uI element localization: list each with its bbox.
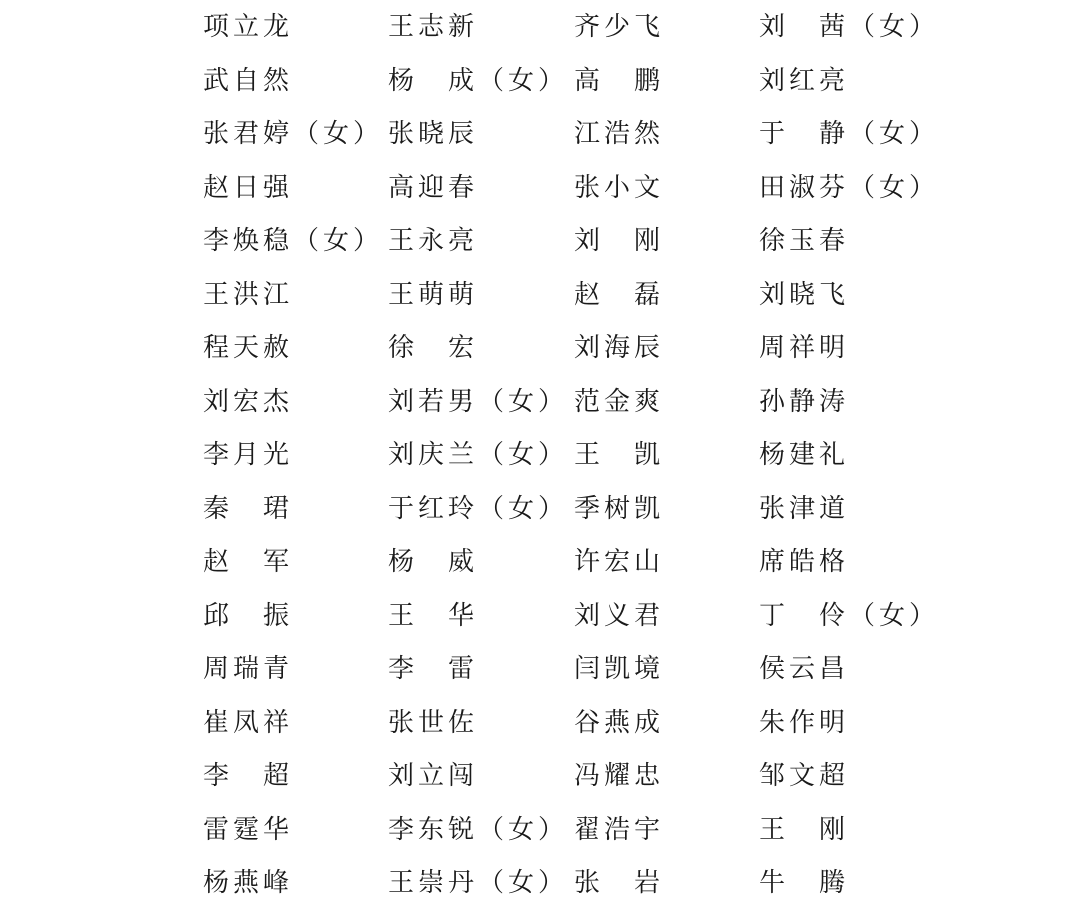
name-cell: 周祥明 [759,333,850,363]
name-cell: 张世佐 [388,708,479,738]
name-cell: 王 凯 [574,440,665,470]
name-cell: 席皓格 [759,547,850,577]
name-cell: 孙静涛 [759,387,850,417]
name-cell: 张小文 [574,173,665,203]
name-cell: 谷燕成 [574,708,665,738]
name-row [0,749,1080,803]
name-cell: 项立龙 [203,12,294,42]
name-cell: 刘宏杰 [203,387,294,417]
name-cell: 赵日强 [203,173,294,203]
name-cell: 杨 成（女） [388,66,569,96]
name-row [0,589,1080,643]
name-cell: 冯耀忠 [574,761,665,791]
name-cell: 王志新 [388,12,479,42]
name-cell: 田淑芬（女） [759,173,940,203]
name-cell: 刘立闯 [388,761,479,791]
name-cell: 齐少飞 [574,12,665,42]
name-row [0,803,1080,857]
name-row [0,0,1080,54]
name-cell: 武自然 [203,66,294,96]
name-cell: 闫凯境 [574,654,665,684]
name-cell: 雷霆华 [203,815,294,845]
name-row [0,856,1080,910]
name-cell: 徐 宏 [388,333,479,363]
name-cell: 牛 腾 [759,868,850,898]
name-row [0,642,1080,696]
name-cell: 张君婷（女） [203,119,384,149]
name-cell: 刘若男（女） [388,387,569,417]
name-cell: 刘晓飞 [759,280,850,310]
name-cell: 范金爽 [574,387,665,417]
name-cell: 高迎春 [388,173,479,203]
name-row [0,268,1080,322]
name-cell: 刘海辰 [574,333,665,363]
name-cell: 张晓辰 [388,119,479,149]
name-row [0,54,1080,108]
name-cell: 刘义君 [574,601,665,631]
name-cell: 高 鹏 [574,66,665,96]
name-cell: 刘 茜（女） [759,12,940,42]
name-row [0,214,1080,268]
name-cell: 侯云昌 [759,654,850,684]
name-cell: 王 刚 [759,815,850,845]
name-cell: 徐玉春 [759,226,850,256]
name-cell: 程天赦 [203,333,294,363]
name-cell: 杨 威 [388,547,479,577]
name-cell: 王永亮 [388,226,479,256]
name-cell: 刘庆兰（女） [388,440,569,470]
name-row [0,535,1080,589]
name-cell: 王崇丹（女） [388,868,569,898]
name-cell: 季树凯 [574,494,665,524]
name-cell: 李月光 [203,440,294,470]
name-cell: 李 雷 [388,654,479,684]
name-cell: 赵 磊 [574,280,665,310]
name-cell: 朱作明 [759,708,850,738]
name-row [0,375,1080,429]
name-row [0,696,1080,750]
name-cell: 于 静（女） [759,119,940,149]
name-cell: 崔凤祥 [203,708,294,738]
name-cell: 许宏山 [574,547,665,577]
name-row [0,107,1080,161]
name-row [0,161,1080,215]
name-row [0,428,1080,482]
name-cell: 邹文超 [759,761,850,791]
name-cell: 于红玲（女） [388,494,569,524]
name-cell: 王萌萌 [388,280,479,310]
name-cell: 张 岩 [574,868,665,898]
name-cell: 王洪江 [203,280,294,310]
name-cell: 邱 振 [203,601,294,631]
name-cell: 李 超 [203,761,294,791]
name-cell: 杨燕峰 [203,868,294,898]
name-cell: 翟浩宇 [574,815,665,845]
name-cell: 张津道 [759,494,850,524]
name-row [0,321,1080,375]
name-cell: 秦 珺 [203,494,294,524]
name-cell: 周瑞青 [203,654,294,684]
name-cell: 刘红亮 [759,66,850,96]
name-cell: 江浩然 [574,119,665,149]
name-cell: 刘 刚 [574,226,665,256]
name-cell: 王 华 [388,601,479,631]
name-cell: 李东锐（女） [388,815,569,845]
name-cell: 杨建礼 [759,440,850,470]
name-cell: 丁 伶（女） [759,601,940,631]
name-row [0,482,1080,536]
name-cell: 赵 军 [203,547,294,577]
name-cell: 李焕稳（女） [203,226,384,256]
